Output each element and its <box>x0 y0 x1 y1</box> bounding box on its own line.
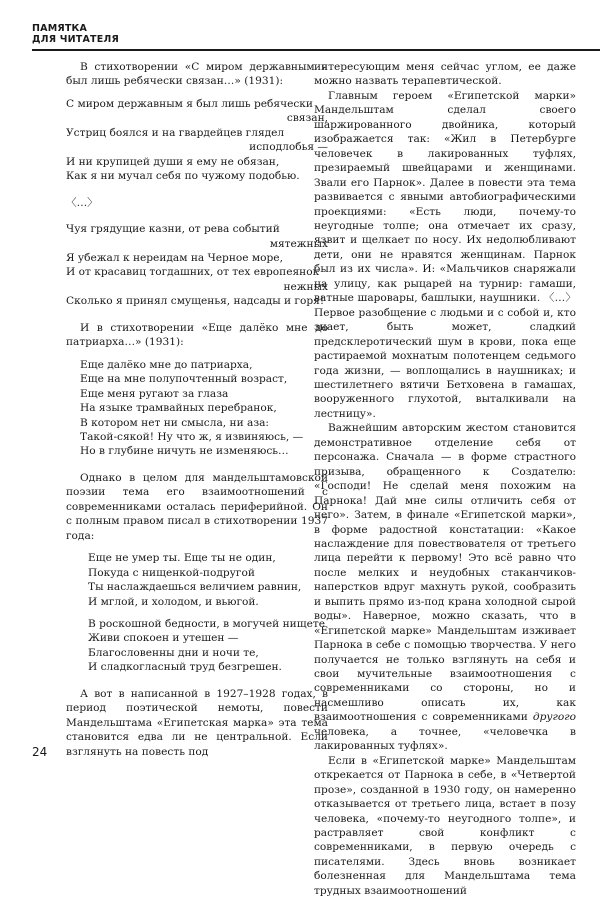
paragraph-intro-2: И в стихотворении «Еще далёко мне до патриарха…» (1931): <box>66 321 328 349</box>
verse-line: Как я ни мучал себя по чужому подобью. <box>66 170 300 183</box>
verse-line: Живи спокоен и утешен — <box>88 632 239 645</box>
verse-line: Еще далёко мне до патриарха, <box>80 358 253 371</box>
paragraph-continuation: интересующим меня сейчас углом, ее даже можно назвать терапевтической. <box>314 61 576 88</box>
verse-line: Еще меня ругают за глаза <box>80 387 229 400</box>
verse-line: Покуда с нищенкой-подругой <box>88 566 255 579</box>
paragraph-4: А вот в написанной в 1927–1928 годах, в период поэтической немоты, повести Мандельштама «Египетская марка» эта тема становится едва ли не центральной. Если взглянуть на повесть под <box>66 687 328 758</box>
paragraph-fourth-prose: Если в «Египетской марке» Мандельштам открекается от Парнока в себе, в «Четвертой прозе», созданной в 1930 году, он намеренно отказывается от третьего лица, встает в позу человека, «почему-то неугодного толпе», и растравляет свой конфликт с современниками, в первую очередь с писателями. Здесь вновь возникает болезненная для Мандельштама тема трудных взаимоотношений <box>314 754 576 897</box>
paragraph-3: Однако в целом для мандельштамовской поэзии тема его взаимоотношений с современниками осталась периферийной. Он с полным правом писал в стихотворении 1937 года: <box>66 471 328 542</box>
running-header <box>32 23 119 45</box>
verse-line: На языке трамвайных перебранок, <box>80 402 277 415</box>
verse-line: И мглой, и холодом, и вьюгой. <box>88 595 259 608</box>
verse-line: Сколько я принял смущенья, надсады и горя! <box>66 295 325 308</box>
verse-line: Ты наслаждаешься величием равнин, <box>88 581 302 594</box>
verse-line: Чуя грядущие казни, от рева событий <box>66 223 280 236</box>
paragraph-egyptian-stamp-hero: Главным героем «Египетской марки» Мандельштам сделал своего шаржированного двойника, который изображается так: «Жил в Петербурге человечек в лакированных туфлях, презираемый швейцарами и женщинами. Звали его Парнок». Далее в повести эта тема развивается с явными автобиографическими проекциями: «Есть люди, почему-то неугодные толпе; она отмечает их сразу, язвит и щелкает по носу. Их недолюбливают дети, они не нравятся женщинам. Парнок был из их числа». И: «Мальчиков снаряжали на улицу, как рыцарей на турнир: гамаши, ватные шаровары, башлыки, наушники. 〈…〉 Первое разобщение с людьми и с собой и, кто знает, быть может, сладкий предсклеротический шум в крови, пока еще растираемой мохнатым полотенцем седьмого года жизни, — воплощались в наушниках; и шестилетнего вятичи Бетховена в гамашах, вооруженного глухотой, выталкивали на лестницу». <box>314 89 576 420</box>
text-run: Важнейшим авторским жестом становится демонстративное отделение себя от персонажа. Сначала — в форме страстного призыва, обращенного к Создателю: «Господи! Не сделай меня похожим на Парнока! Дай мне силы отличить себя от него». Затем, в финале «Египетской марки», в форме радостной констатации: «Какое наслаждение для повествователя от третьего лица перейти к первому! Это всё равно что после мелких и неудобных стаканчиков-наперстков вдруг махнуть рукой, сообразить и выпить прямо из-под крана холодной сырой воды». Наверное, можно сказать, что в «Египетской марке» Мандельштам изживает Парнока в себе с помощью творчества. У него получается не только взглянуть на себя и свои мучительные взаимоотношения с современниками со стороны, но и насмешливо описать их, как взаимоотношения с современниками <box>314 422 576 724</box>
header-rule <box>32 49 600 51</box>
paragraph-authorial-gesture <box>314 421 576 753</box>
italic-emphasis: другого <box>532 711 576 724</box>
verse-line: И от красавиц тогдашних, от тех европеянок <box>66 266 320 279</box>
poem-stanza-4 <box>66 551 328 609</box>
poem-stanza-3 <box>66 358 328 459</box>
verse-line: связан, <box>286 112 328 125</box>
verse-line: С миром державным я был лишь ребячески <box>66 97 313 110</box>
poem-stanza-5 <box>66 617 328 675</box>
verse-line: И сладкогласный труд безгрешен. <box>88 661 282 674</box>
page-number: 24 <box>32 745 48 759</box>
left-column <box>66 60 328 759</box>
poem-stanza-2 <box>66 222 328 309</box>
header-line-1: ПАМЯТКА <box>32 23 88 34</box>
header-line-2: ДЛЯ ЧИТАТЕЛЯ <box>32 34 120 45</box>
verse-line: Но в глубине ничуть не изменяюсь… <box>80 445 289 458</box>
verse-ellipsis: 〈…〉 <box>66 196 98 209</box>
paragraph-intro-1: В стихотворении «С миром державным я был лишь ребячески связан…» (1931): <box>66 61 328 88</box>
verse-line: В роскошной бедности, в могучей нищете <box>88 617 325 630</box>
verse-line: мятежных <box>269 237 328 250</box>
right-column <box>314 60 576 898</box>
verse-line: Благословенны дни и ночи те, <box>88 646 259 659</box>
verse-line: исподлобья — <box>249 141 328 154</box>
text-run: человека, а точнее, «человечка в лакированных туфлях». <box>314 725 576 753</box>
verse-line: Еще не умер ты. Еще ты не один, <box>88 552 276 565</box>
verse-line: Я убежал к нереидам на Черное море, <box>66 251 283 264</box>
verse-line: Еще на мне полупочтенный возраст, <box>80 373 288 386</box>
poem-stanza-1 <box>66 97 328 184</box>
verse-line: Такой-сякой! Ну что ж, я извиняюсь, — <box>80 430 304 443</box>
verse-line: нежных <box>283 280 328 293</box>
verse-line: Устриц боялся и на гвардейцев глядел <box>66 126 285 139</box>
verse-line: И ни крупицей души я ему не обязан, <box>66 155 280 168</box>
verse-line: В котором нет ни смысла, ни аза: <box>80 416 269 429</box>
